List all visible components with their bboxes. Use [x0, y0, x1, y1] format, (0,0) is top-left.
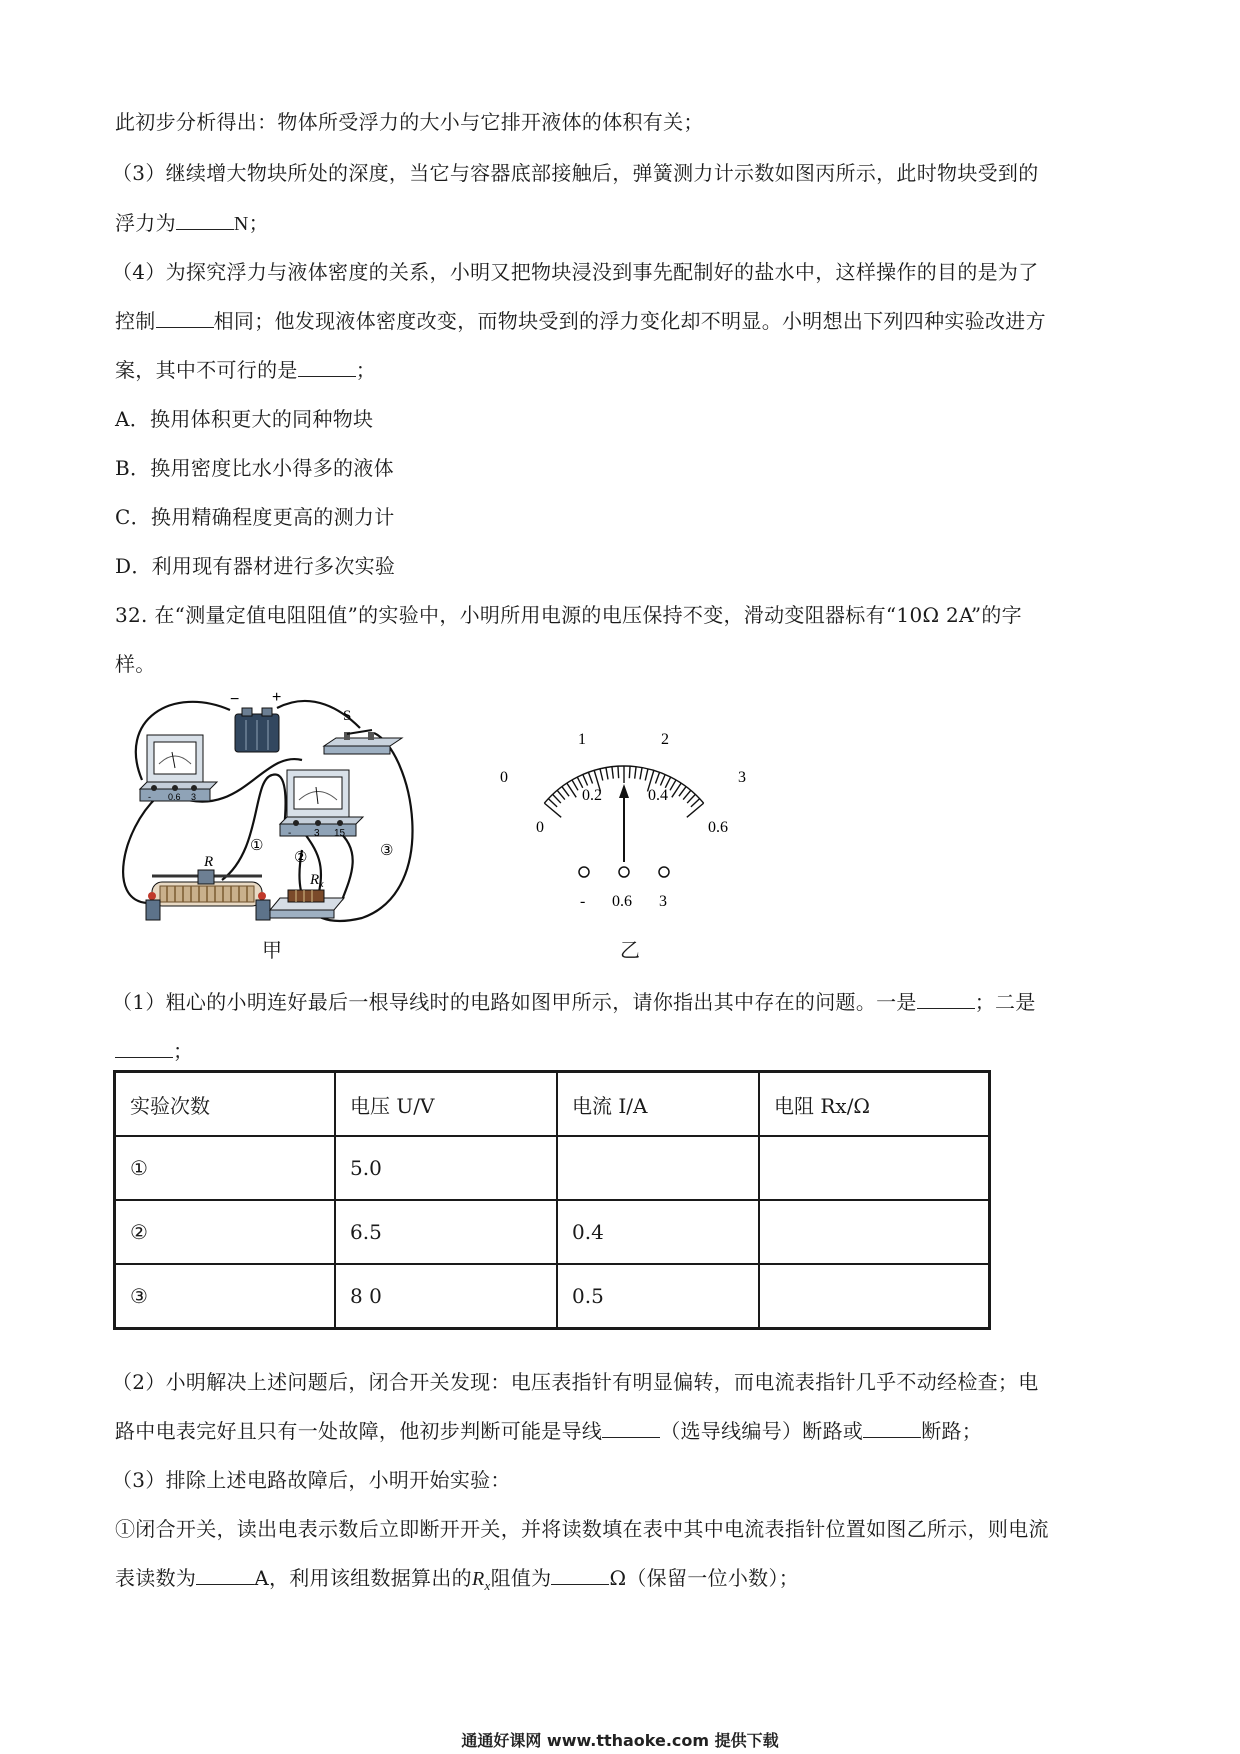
switch — [324, 730, 402, 754]
resistor-label-sub: x — [319, 879, 324, 890]
table-cell[interactable] — [759, 1136, 990, 1200]
dial-tick — [660, 775, 665, 786]
dial-bottom-label: 0 — [536, 819, 544, 836]
voltmeter — [280, 770, 363, 836]
table-header: 实验次数 — [115, 1072, 336, 1137]
resistor-label-main: R — [310, 872, 320, 888]
dial-needle — [619, 784, 629, 862]
voltmeter-terminal-label: 3 — [314, 828, 320, 839]
dial-tick — [612, 767, 613, 779]
rheostat-label: R — [204, 854, 214, 870]
dial-top-label: 0 — [500, 769, 508, 786]
question-32-part-3: （3）排除上述电路故障后，小明开始实验： — [112, 1468, 511, 1492]
terminal-label: - — [580, 893, 586, 910]
dial-tick — [606, 768, 608, 780]
terminal-3 — [659, 867, 669, 877]
text-fragment: A，利用该组数据算出的 — [254, 1566, 472, 1590]
dial-tick — [691, 799, 700, 807]
text-fragment: 相同；他发现液体密度改变，而物块受到的浮力变化却不明显。小明想出下列四种实验改进方 — [213, 309, 1046, 333]
dial-tick — [562, 787, 569, 797]
dial-bottom-label: 0.6 — [708, 819, 728, 836]
resistor-rx — [270, 890, 344, 918]
answer-blank[interactable] — [298, 358, 356, 377]
dial-tick — [557, 790, 565, 799]
text-line: 此初步分析得出：物体所受浮力的大小与它排开液体的体积有关； — [115, 110, 704, 134]
dial-tick — [629, 766, 630, 778]
question-part-3: （3）继续增大物块所处的深度，当它与容器底部接触后，弹簧测力计示数如图丙所示，此时物块受到的 — [112, 161, 1039, 185]
table-cell: 5.0 — [335, 1136, 557, 1200]
rheostat — [146, 870, 270, 920]
ammeter-dial-figure-yi — [490, 720, 770, 920]
text-line — [115, 1415, 982, 1444]
dial-top-label: 1 — [578, 731, 586, 748]
text-line — [115, 1035, 193, 1064]
dial-tick — [645, 769, 648, 781]
table-cell: 6.5 — [335, 1200, 557, 1264]
figure-caption-jia: 甲 — [262, 938, 282, 962]
data-table — [113, 1070, 991, 1330]
dial-bottom-label: 0.2 — [582, 787, 602, 804]
circuit-figure-jia — [112, 690, 452, 940]
switch-label: S — [343, 708, 352, 724]
terminal-0-6 — [619, 867, 629, 877]
text-line — [115, 1562, 799, 1594]
wire-label-2: ② — [294, 848, 308, 866]
dial-tick — [572, 780, 578, 790]
text-line: ①闭合开关，读出电表示数后立即断开开关，并将读数填在表中其中电流表指针位置如图乙所示，则电流 — [115, 1517, 1049, 1541]
dial-tick — [679, 787, 686, 797]
text-fragment: ； — [173, 1039, 194, 1063]
table-cell[interactable] — [759, 1264, 990, 1329]
wire-1 — [222, 774, 286, 880]
table-header-row — [115, 1072, 990, 1137]
table-row — [115, 1200, 990, 1264]
terminal-label: 0.6 — [612, 893, 632, 910]
dial-tick — [600, 769, 603, 781]
table-row — [115, 1264, 990, 1329]
text-fragment: 案，其中不可行的是 — [115, 358, 298, 382]
dial-tick — [687, 794, 695, 803]
dial-tick — [687, 803, 704, 817]
answer-blank[interactable] — [602, 1419, 660, 1438]
table-header: 电压 U/V — [335, 1072, 557, 1137]
dial-bottom-label: 0.4 — [648, 787, 668, 804]
terminal-label: 3 — [659, 893, 667, 910]
battery — [235, 708, 279, 752]
resistor-symbol: $R_x$ — [471, 1568, 491, 1593]
answer-blank[interactable] — [176, 211, 234, 230]
wire-label-3: ③ — [380, 841, 394, 859]
dial-tick — [640, 768, 642, 780]
voltmeter-terminal-label: - — [288, 828, 292, 839]
question-32: 32. 在“测量定值电阻阻值”的实验中，小明所用电源的电压保持不变，滑动变阻器标有“10Ω 2A”的字 — [115, 603, 1022, 627]
table-header: 电流 I/A — [557, 1072, 759, 1137]
text-fragment: 阻值为 — [490, 1566, 552, 1590]
text-line: 样。 — [115, 652, 156, 676]
text-fragment: ； — [355, 358, 377, 382]
option-c: C．换用精确程度更高的测力计 — [115, 505, 395, 529]
table-cell: ② — [115, 1200, 336, 1264]
battery-minus-label: − — [230, 691, 240, 708]
voltmeter-terminal-label: 15 — [334, 828, 346, 839]
question-32-part-2: （2）小明解决上述问题后，闭合开关发现：电压表指针有明显偏转，而电流表指针几乎不动经检查；电 — [112, 1370, 1039, 1394]
text-line — [115, 207, 269, 236]
dial-tick — [553, 794, 561, 803]
dial-tick — [544, 803, 561, 817]
figure-caption-yi: 乙 — [620, 938, 640, 962]
table-cell[interactable] — [557, 1136, 759, 1200]
question-32-part-1 — [112, 986, 1036, 1015]
dial-tick — [683, 790, 691, 799]
dial-tick — [548, 799, 557, 807]
text-fragment: 断路； — [921, 1419, 983, 1443]
table-cell: 0.5 — [557, 1264, 759, 1329]
dial-top-label: 3 — [738, 769, 746, 786]
text-fragment: 路中电表完好且只有一处故障，他初步判断可能是导线 — [115, 1419, 603, 1443]
dial-tick — [655, 772, 659, 783]
table-cell: ① — [115, 1136, 336, 1200]
text-fragment: 控制 — [115, 309, 156, 333]
table-cell: 0.4 — [557, 1200, 759, 1264]
ammeter-terminal-label: 3 — [191, 792, 197, 802]
text-fragment: （1）粗心的小明连好最后一根导线时的电路如图甲所示，请你指出其中存在的问题。一是 — [112, 990, 917, 1014]
option-d: D．利用现有器材进行多次实验 — [115, 554, 396, 578]
table-header: 电阻 Rx/Ω — [759, 1072, 990, 1137]
page-footer[interactable]: 通通好课网 www.tthaoke.com 提供下载 — [461, 1731, 779, 1750]
battery-plus-label: + — [272, 690, 282, 706]
text-line — [115, 354, 376, 383]
answer-blank[interactable] — [156, 309, 214, 328]
wire-label-1: ① — [250, 836, 264, 854]
answer-blank[interactable] — [863, 1419, 921, 1438]
dial-tick — [670, 780, 676, 790]
text-fragment: ；二是 — [974, 990, 1036, 1014]
text-fragment: 表读数为 — [115, 1566, 197, 1590]
text-fragment: 浮力为 — [115, 211, 176, 235]
text-fragment: （选导线编号）断路或 — [660, 1419, 864, 1443]
wire — [337, 830, 353, 900]
table-row — [115, 1136, 990, 1200]
needle-head — [619, 784, 629, 798]
dial-tick — [588, 772, 592, 783]
table-cell: ③ — [115, 1264, 336, 1329]
wire — [123, 797, 157, 903]
dial-tick — [618, 766, 619, 778]
ammeter-terminal-label: 0.6 — [168, 792, 181, 802]
ammeter-terminal-label: - — [148, 792, 151, 802]
text-line — [115, 305, 1046, 334]
answer-blank[interactable] — [917, 990, 975, 1009]
answer-blank[interactable] — [551, 1566, 609, 1585]
answer-blank[interactable] — [115, 1039, 173, 1058]
text-fragment: N； — [233, 213, 269, 235]
option-a: A．换用体积更大的同种物块 — [115, 407, 374, 431]
question-part-4: （4）为探究浮力与液体密度的关系，小明又把物块浸没到事先配制好的盐水中，这样操作的目的是为了 — [112, 260, 1039, 284]
table-cell: 8 0 — [335, 1264, 557, 1329]
dial-tick — [635, 767, 636, 779]
answer-blank[interactable] — [196, 1566, 254, 1585]
terminal-minus — [579, 867, 589, 877]
text-fragment: Ω（保留一位小数）； — [609, 1566, 800, 1590]
dial-tick — [583, 775, 588, 786]
dial-top-label: 2 — [661, 731, 669, 748]
table-cell[interactable] — [759, 1200, 990, 1264]
option-b: B．换用密度比水小得多的液体 — [115, 456, 394, 480]
